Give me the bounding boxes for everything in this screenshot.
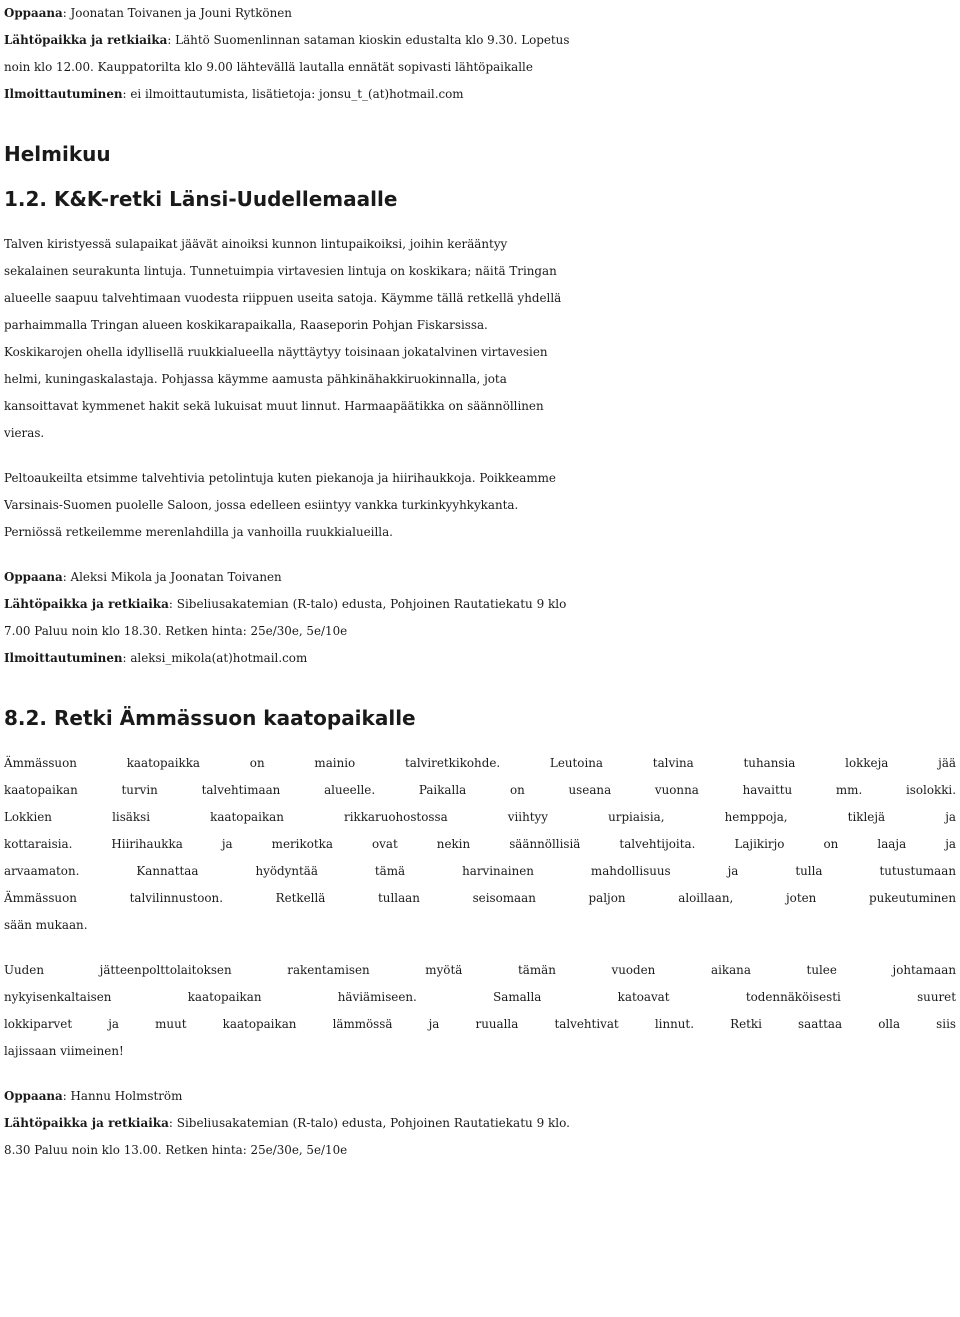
departure-value: : Sibeliusakatemian (R-talo) edusta, Pohjoinen Rautatiekatu 9 klo.	[168, 1116, 570, 1130]
paragraph-line: sekalainen seurakunta lintuja. Tunnetuimpia virtavesien lintuja on koskikara; näitä Tringan	[4, 264, 557, 278]
signup-label: Ilmoittautuminen	[4, 651, 123, 665]
paragraph-line: Talven kiristyessä sulapaikat jäävät ainoiksi kunnon lintupaikoiksi, joihin kerääntyy	[4, 237, 508, 251]
paragraph-line: sään mukaan.	[4, 918, 88, 932]
guides-label: Oppaana	[4, 6, 63, 20]
trip3-title: 8.2. Retki Ämmässuon kaatopaikalle	[4, 706, 416, 730]
document-page	[4, 0, 956, 1164]
paragraph-line: Ämmässuon talvilinnustoon. Retkellä tullaan seisomaan paljon aloillaan, joten pukeutuminen	[4, 891, 956, 905]
trip2-departure-line-2: 7.00 Paluu noin klo 18.30. Retken hinta: 25e/30e, 5e/10e	[4, 624, 348, 638]
trip3-guides-line	[4, 1083, 956, 1110]
departure-label: Lähtöpaikka ja retkiaika	[4, 597, 169, 611]
paragraph-line: vieras.	[4, 426, 45, 440]
trip3-description-2	[4, 957, 956, 1065]
paragraph-line: Peltoaukeilta etsimme talvehtivia petolintuja kuten piekanoja ja hiirihaukkoja. Poikkeamme	[4, 471, 556, 485]
trip1-info	[4, 0, 956, 108]
paragraph-line: Uuden jätteenpolttolaitoksen rakentamisen myötä tämän vuoden aikana tulee johtamaan	[4, 963, 956, 977]
paragraph-line: helmi, kuningaskalastaja. Pohjassa käymme aamusta pähkinähakkiruokinnalla, jota	[4, 372, 507, 386]
paragraph-line: Koskikarojen ohella idyllisellä ruukkialueella näyttäytyy toisinaan jokatalvinen virtavesien	[4, 345, 548, 359]
trip3-departure-line	[4, 1110, 956, 1137]
paragraph-line: kottaraisia. Hiirihaukka ja merikotka ovat nekin säännöllisiä talvehtijoita. Lajikirjo on laaja ja	[4, 837, 956, 851]
trip2-description-2	[4, 465, 956, 546]
guides-label: Oppaana	[4, 1089, 63, 1103]
trip2-signup-line	[4, 645, 956, 672]
paragraph-line: kaatopaikan turvin talvehtimaan alueelle. Paikalla on useana vuonna havaittu mm. isolokki.	[4, 783, 956, 797]
paragraph-line: Varsinais-Suomen puolelle Saloon, jossa edelleen esiintyy vankka turkinkyyhkykanta.	[4, 498, 519, 512]
departure-label: Lähtöpaikka ja retkiaika	[4, 33, 168, 47]
paragraph-line: alueelle saapuu talvehtimaan vuodesta riippuen useita satoja. Käymme tällä retkellä yhdellä	[4, 291, 562, 305]
trip2-description	[4, 231, 956, 447]
trip3-departure-line-2: 8.30 Paluu noin klo 13.00. Retken hinta: 25e/30e, 5e/10e	[4, 1143, 348, 1157]
trip2-info	[4, 564, 956, 672]
paragraph-line: arvaamaton. Kannattaa hyödyntää tämä harvinainen mahdollisuus ja tulla tutustumaan	[4, 864, 956, 878]
paragraph-line: Ämmässuon kaatopaikka on mainio talviretkikohde. Leutoina talvina tuhansia lokkeja jää	[4, 756, 956, 770]
trip1-signup-line	[4, 81, 956, 108]
trip2-guides-line	[4, 564, 956, 591]
paragraph-line: kansoittavat kymmenet hakit sekä lukuisat muut linnut. Harmaapäätikka on säännöllinen	[4, 399, 544, 413]
guides-value: : Joonatan Toivanen ja Jouni Rytkönen	[62, 6, 292, 20]
trip1-guides-line	[4, 0, 956, 27]
paragraph-line: lajissaan viimeinen!	[4, 1044, 124, 1058]
trip2-departure-line	[4, 591, 956, 618]
trip3-description	[4, 750, 956, 939]
paragraph-line: parhaimmalla Tringan alueen koskikarapaikalla, Raaseporin Pohjan Fiskarsissa.	[4, 318, 488, 332]
signup-value: : ei ilmoittautumista, lisätietoja: jonsu_t_(at)hotmail.com	[122, 87, 464, 101]
signup-value: : aleksi_mikola(at)hotmail.com	[122, 651, 308, 665]
guides-value: : Hannu Holmström	[62, 1089, 183, 1103]
paragraph-line: lokkiparvet ja muut kaatopaikan lämmössä ja ruualla talvehtivat linnut. Retki saattaa olla siis	[4, 1017, 956, 1031]
departure-value: : Lähtö Suomenlinnan sataman kioskin edustalta klo 9.30. Lopetus	[167, 33, 570, 47]
guides-value: : Aleksi Mikola ja Joonatan Toivanen	[62, 570, 282, 584]
departure-value: : Sibeliusakatemian (R-talo) edusta, Pohjoinen Rautatiekatu 9 klo	[168, 597, 567, 611]
trip1-departure-line-2: noin klo 12.00. Kauppatorilta klo 9.00 lähtevällä lautalla ennätät sopivasti lähtöpaikalle	[4, 60, 533, 74]
trip1-departure-line	[4, 27, 956, 54]
paragraph-line: Perniössä retkeilemme merenlahdilla ja vanhoilla ruukkialueilla.	[4, 525, 393, 539]
paragraph-line: nykyisenkaltaisen kaatopaikan häviämiseen. Samalla katoavat todennäköisesti suuret	[4, 990, 956, 1004]
paragraph-line: Lokkien lisäksi kaatopaikan rikkaruohostossa viihtyy urpiaisia, hemppoja, tiklejä ja	[4, 810, 956, 824]
signup-label: Ilmoittautuminen	[4, 87, 123, 101]
guides-label: Oppaana	[4, 570, 63, 584]
trip3-info	[4, 1083, 956, 1164]
departure-label: Lähtöpaikka ja retkiaika	[4, 1116, 169, 1130]
month-heading: Helmikuu	[4, 142, 111, 166]
trip2-title: 1.2. K&K-retki Länsi-Uudellemaalle	[4, 187, 398, 211]
